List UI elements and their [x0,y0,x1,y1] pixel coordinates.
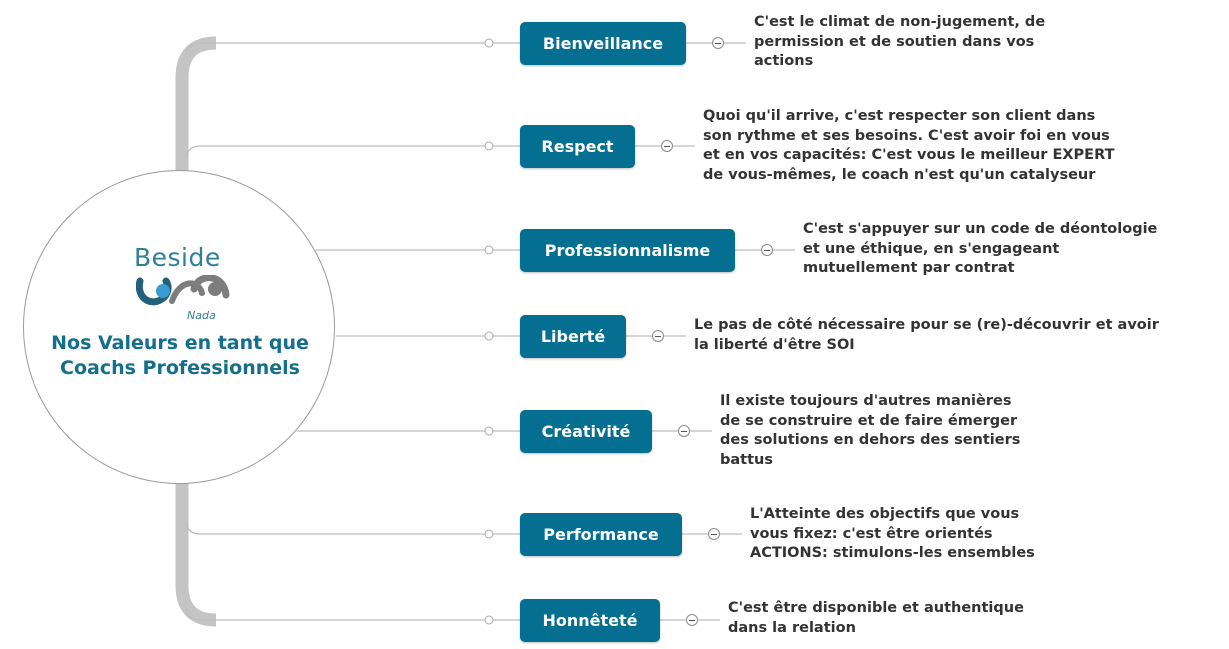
description-line: battus [720,451,773,468]
description-line: et une éthique, en s'engageant [803,240,1060,257]
description-line: permission et de soutien dans vos [754,33,1035,50]
description-line: son rythme et ses besoins. C'est avoir foi en vous [703,127,1110,144]
value-description [803,220,1157,279]
value-description [750,505,1035,564]
description-line: la liberté d'être SOI [694,336,855,353]
description-line: C'est s'appuyer sur un code de déontologie [803,221,1158,237]
description-line: et en vos capacités: C'est vous le meilleur EXPERT [703,147,1115,163]
description-line: C'est être disponible et authentique [728,600,1024,616]
value-description [694,316,1159,355]
value-description [728,599,1024,638]
description-line: mutuellement par contrat [803,260,1015,276]
collapse-minus-icon[interactable] [712,37,724,49]
value-description [720,392,1020,470]
description-line: des solutions en dehors des sentiers [720,432,1021,448]
connector-dot [485,616,493,624]
description-line: dans la relation [728,619,856,636]
description-line: ACTIONS: stimulons-les ensembles [750,545,1035,561]
value-node[interactable]: Performance [520,513,682,556]
description-line: Il existe toujours d'autres manières [720,393,1012,409]
connector-line [186,43,520,55]
value-description [754,13,1045,72]
connector-dot [485,427,493,435]
connector-dot [485,332,493,340]
description-line: de vous-mêmes, le coach n'est qu'un catalyseur [703,166,1096,183]
connector-line [186,608,520,620]
value-node[interactable]: Respect [520,125,635,168]
logo-icon [136,275,240,311]
value-node[interactable]: Bienveillance [520,22,686,65]
collapse-minus-icon[interactable] [761,244,773,256]
connector-dot [485,39,493,47]
value-node[interactable]: Professionnalisme [520,229,735,272]
value-description [703,107,1115,185]
description-line: L'Atteinte des objectifs que vous [750,506,1020,522]
description-line: actions [754,53,814,69]
connector-dot [485,530,493,538]
central-topic-title: Nos Valeurs en tant que Coachs Professionnels [51,332,309,379]
connector-line [186,522,520,534]
collapse-minus-icon[interactable] [708,528,720,540]
central-topic[interactable] [23,170,335,484]
value-node[interactable]: Créativité [520,410,652,453]
connector-line [186,146,520,158]
description-line: C'est le climat de non-jugement, de [754,14,1046,30]
connector-dot [485,142,493,150]
description-line: Le pas de côté nécessaire pour se (re)-découvrir et avoir [694,317,1159,333]
collapse-minus-icon[interactable] [678,425,690,437]
collapse-minus-icon[interactable] [686,614,698,626]
collapse-minus-icon[interactable] [652,330,664,342]
logo-wordmark: Beside [134,243,221,272]
collapse-minus-icon[interactable] [661,140,673,152]
value-node[interactable]: Honnêteté [520,599,660,642]
description-line: Quoi qu'il arrive, c'est respecter son client dans [703,108,1096,124]
description-line: de se construire et de faire émerger [720,412,1018,429]
description-line: vous fixez: c'est être orientés [750,525,993,542]
value-node[interactable]: Liberté [520,315,626,358]
connector-dot [485,246,493,254]
logo-subtitle: Nada [187,309,216,322]
